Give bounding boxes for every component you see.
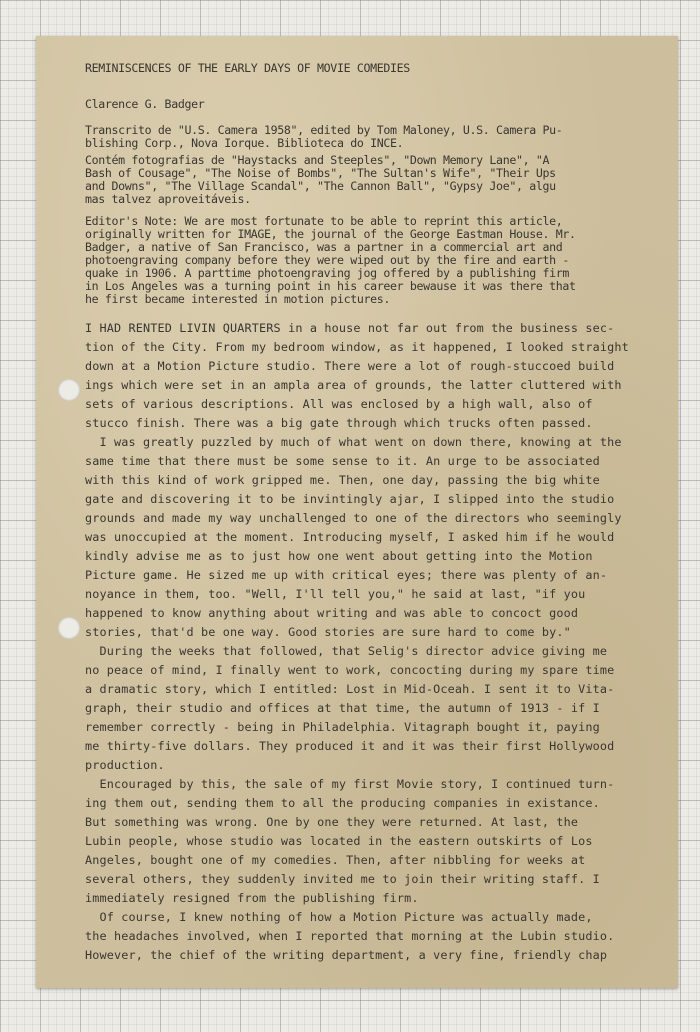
photo-line: and Downs", "The Village Scandal", "The Cannon Ball", "Gypsy Joe", algu xyxy=(85,179,556,193)
photo-line: Contém fotografias de "Haystacks and Steeples", "Down Memory Lane", "A xyxy=(85,153,550,167)
body-line: grounds and made my way unchallenged to one of the directors who seemingly xyxy=(85,511,622,525)
body-line: graph, their studio and offices at that time, the autumn of 1913 - if I xyxy=(85,701,600,715)
body-line: I was greatly puzzled by much of what went on down there, knowing at the xyxy=(85,435,622,449)
body-line: Of course, I knew nothing of how a Motion Picture was actually made, xyxy=(85,910,593,924)
photo-line: mas talvez aproveitáveis. xyxy=(85,192,251,206)
punch-hole xyxy=(58,617,80,639)
body-line: several others, they suddenly invited me to join their writing staff. I xyxy=(85,872,600,886)
body-line: However, the chief of the writing department, a very fine, friendly chap xyxy=(85,948,608,962)
body-line: same time that there must be some sense to it. An urge to be associated xyxy=(85,454,600,468)
body-line: ing them out, sending them to all the producing companies in existance. xyxy=(85,796,600,810)
body-line: no peace of mind, I finally went to work, concocting during my spare time xyxy=(85,663,615,677)
body-line: During the weeks that followed, that Selig's director advice giving me xyxy=(85,644,608,658)
editor-note-line: he first became interested in motion pictures. xyxy=(85,292,390,306)
editor-note-line: originally written for IMAGE, the journal of the George Eastman House. Mr. xyxy=(85,227,576,241)
author-line: Clarence G. Badger xyxy=(85,97,205,111)
body-line: production. xyxy=(85,758,165,772)
body-line: me thirty-five dollars. They produced it and it was their first Hollywood xyxy=(85,739,615,753)
body-line: sets of various descriptions. All was enclosed by a high wall, also of xyxy=(85,397,593,411)
body-line: stucco finish. There was a big gate through which trucks often passed. xyxy=(85,416,593,430)
body-line: was unoccupied at the moment. Introducing myself, I asked him if he would xyxy=(85,530,615,544)
body-line: gate and discovering it to be invintingly ajar, I slipped into the studio xyxy=(85,492,615,506)
body-line: Picture game. He sized me up with critical eyes; there was plenty of an- xyxy=(85,568,608,582)
body-line: happened to know anything about writing and was able to concoct good xyxy=(85,606,579,620)
document-title: REMINISCENCES OF THE EARLY DAYS OF MOVIE COMEDIES xyxy=(85,61,410,75)
document-page xyxy=(36,36,678,988)
source-line: blishing Corp., Nova Iorque. Biblioteca do INCE. xyxy=(85,136,404,150)
body-line: remember correctly - being in Philadelphia. Vitagraph bought it, paying xyxy=(85,720,600,734)
body-line: stories, that'd be one way. Good stories are sure hard to come by." xyxy=(85,625,571,639)
editor-note-line: quake in 1906. A parttime photoengraving jog offered by a publishing firm xyxy=(85,266,569,280)
body-line: Encouraged by this, the sale of my first Movie story, I continued turn- xyxy=(85,777,615,791)
body-line: Lubin people, whose studio was located in the eastern outskirts of Los xyxy=(85,834,593,848)
photo-line: Bash of Cousage", "The Noise of Bombs", "The Sultan's Wife", "Their Ups xyxy=(85,166,556,180)
body-line: But something was wrong. One by one they were returned. At last, the xyxy=(85,815,579,829)
source-line: Transcrito de "U.S. Camera 1958", edited by Tom Maloney, U.S. Camera Pu- xyxy=(85,123,563,137)
editor-note-line: Editor's Note: We are most fortunate to be able to reprint this article, xyxy=(85,214,563,228)
editor-note-line: photoengraving company before they were wiped out by the fire and earth - xyxy=(85,253,569,267)
body-line: Angeles, bought one of my comedies. Then, after nibbling for weeks at xyxy=(85,853,586,867)
editor-note-line: in Los Angeles was a turning point in his career bewause it was there that xyxy=(85,279,576,293)
body-line: a dramatic story, which I entitled: Lost in Mid-Oceah. I sent it to Vita- xyxy=(85,682,615,696)
body-line: ings which were set in an ampla area of grounds, the latter cluttered with xyxy=(85,378,622,392)
body-line: the headaches involved, when I reported that morning at the Lubin studio. xyxy=(85,929,615,943)
body-line: with this kind of work gripped me. Then, one day, passing the big white xyxy=(85,473,600,487)
body-line: immediately resigned from the publishing firm. xyxy=(85,891,419,905)
punch-hole xyxy=(58,379,80,401)
body-line: kindly advise me as to just how one went about getting into the Motion xyxy=(85,549,593,563)
editor-note-line: Badger, a native of San Francisco, was a partner in a commercial art and xyxy=(85,240,563,254)
body-line: down at a Motion Picture studio. There were a lot of rough-stuccoed build xyxy=(85,359,615,373)
body-line: tion of the City. From my bedroom window, as it happened, I looked straight xyxy=(85,340,629,354)
body-line: I HAD RENTED LIVIN QUARTERS in a house not far out from the business sec- xyxy=(85,321,615,335)
body-line: noyance in them, too. "Well, I'll tell you," he said at last, "if you xyxy=(85,587,586,601)
